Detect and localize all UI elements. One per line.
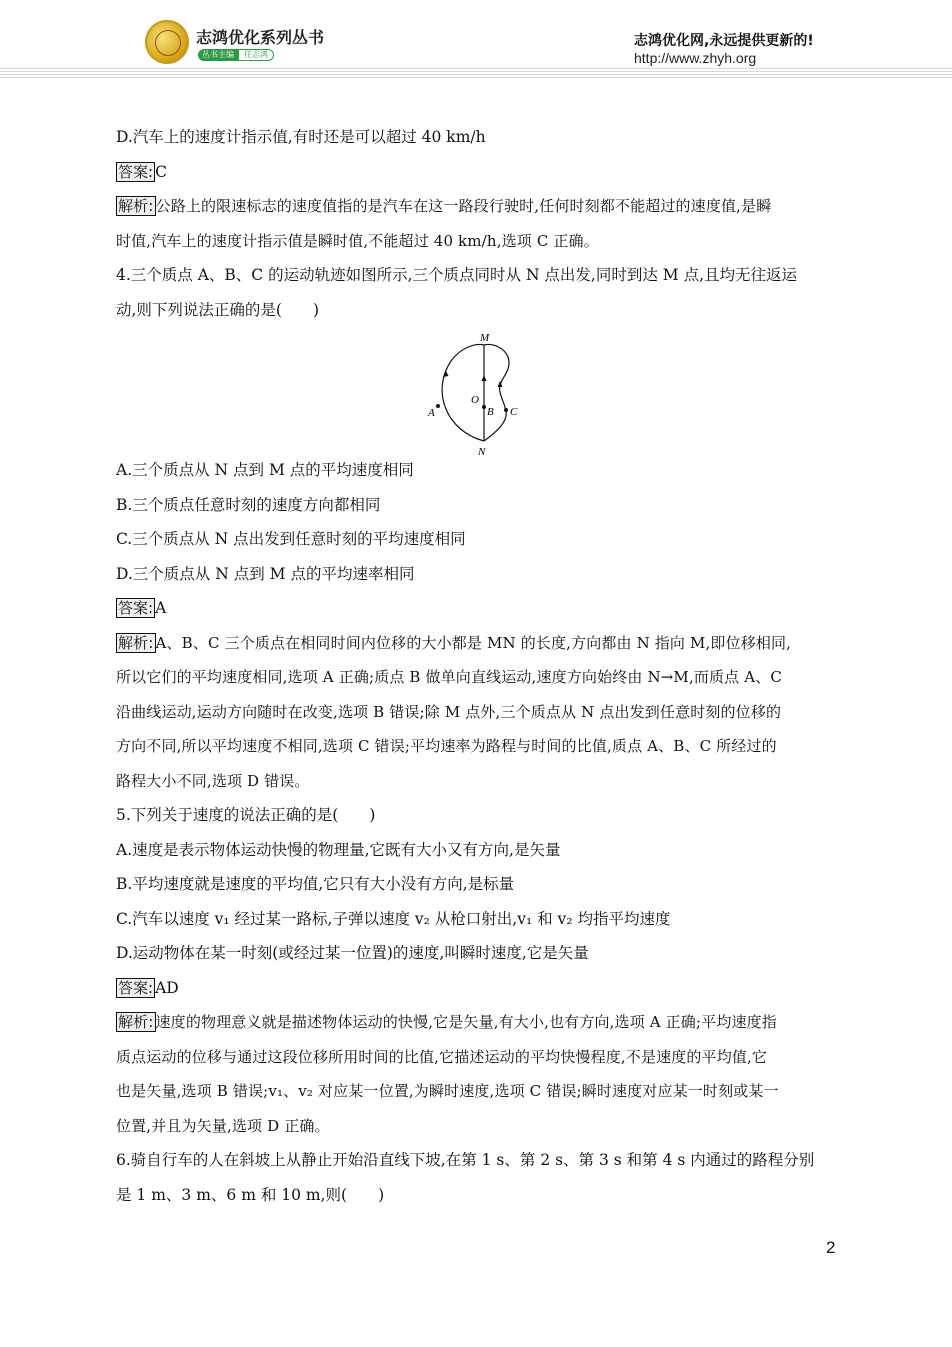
editor-name: 任志鸿 — [238, 49, 274, 61]
q4-option-c: C.三个质点从 N 点出发到任意时刻的平均速度相同 — [116, 530, 466, 548]
analysis-text: A、B、C 三个质点在相同时间内位移的大小都是 MN 的长度,方向都由 N 指向 M,即位移相同, — [155, 633, 792, 652]
analysis-text: 速度的物理意义就是描述物体运动的快慢,它是矢量,有大小,也有方向,选项 A 正确;平均速度指 — [155, 1013, 777, 1031]
label-o: O — [471, 394, 479, 406]
q3-analysis-line: 时值,汽车上的速度计指示值是瞬时值,不能超过 40 km/h,选项 C 正确。 — [116, 231, 599, 250]
q4-analysis-line: 沿曲线运动,运动方向随时在改变,选项 B 错误;除 M 点外,三个质点从 N 点出发到任意时刻的位移的 — [116, 702, 782, 721]
analysis-label: 解析: — [118, 1013, 154, 1031]
q6-stem: 6.骑自行车的人在斜坡上从静止开始沿直线下坡,在第 1 s、第 2 s、第 3 s 和第 4 s 内通过的路程分别 — [116, 1151, 815, 1169]
analysis-text: 公路上的限速标志的速度值指的是汽车在这一路段行驶时,任何时刻都不能超过的速度值,是瞬 — [155, 197, 772, 215]
q3-option-d: D.汽车上的速度计指示值,有时还是可以超过 40 km/h — [116, 128, 486, 146]
page-content — [116, 120, 838, 1212]
q4-option-a: A.三个质点从 N 点到 M 点的平均速度相同 — [116, 461, 414, 479]
q5-option-c: C.汽车以速度 v₁ 经过某一路标,子弹以速度 v₂ 从枪口射出,v₁ 和 v₂ 均指平均速度 — [116, 909, 671, 928]
q4-answer — [116, 591, 838, 626]
q5-option-b: B.平均速度就是速度的平均值,它只有大小没有方向,是标量 — [116, 875, 515, 893]
q4-option-d: D.三个质点从 N 点到 M 点的平均速率相同 — [116, 564, 415, 583]
answer-value: A — [155, 599, 167, 617]
q5-answer — [116, 971, 838, 1006]
label-m: M — [480, 332, 490, 344]
label-b: B — [487, 406, 494, 418]
q5-analysis-line — [116, 1005, 838, 1040]
q4-analysis-line: 路程大小不同,选项 D 错误。 — [116, 771, 310, 790]
q4-analysis-line: 所以它们的平均速度相同,选项 A 正确;质点 B 做单向直线运动,速度方向始终由 N→M,而质点 A、C — [116, 668, 782, 686]
series-title: 志鸿优化系列丛书 — [196, 28, 325, 47]
q3-analysis-line — [116, 189, 838, 224]
publisher-logo — [145, 20, 189, 64]
q4-analysis-line: 方向不同,所以平均速度不相同,选项 C 错误;平均速率为路程与时间的比值,质点 A、B、C 所经过的 — [116, 737, 777, 755]
q4-stem: 动,则下列说法正确的是( ) — [116, 300, 320, 319]
label-c: C — [510, 406, 518, 418]
trajectory-figure — [116, 327, 838, 458]
q5-analysis-line: 质点运动的位移与通过这段位移所用时间的比值,它描述运动的平均快慢程度,不是速度的平均值,它 — [116, 1047, 768, 1066]
answer-label: 答案: — [118, 978, 154, 997]
answer-label: 答案: — [118, 162, 154, 181]
q3-answer — [116, 155, 838, 190]
q4-option-b: B.三个质点任意时刻的速度方向都相同 — [116, 495, 381, 514]
answer-value: AD — [155, 978, 179, 997]
label-a: A — [428, 407, 435, 419]
label-n: N — [478, 446, 486, 458]
q5-analysis-line: 位置,并且为矢量,选项 D 正确。 — [116, 1116, 330, 1135]
q5-option-a: A.速度是表示物体运动快慢的物理量,它既有大小又有方向,是矢量 — [116, 840, 561, 859]
editor-tag — [198, 49, 274, 61]
trajectory-diagram — [426, 331, 526, 458]
q6-stem: 是 1 m、3 m、6 m 和 10 m,则( ) — [116, 1185, 385, 1204]
q4-stem: 4.三个质点 A、B、C 的运动轨迹如图所示,三个质点同时从 N 点出发,同时到达 M 点,且均无往返运 — [116, 266, 798, 284]
q5-stem: 5.下列关于速度的说法正确的是( ) — [116, 806, 376, 824]
answer-label: 答案: — [118, 599, 154, 617]
q5-option-d: D.运动物体在某一时刻(或经过某一位置)的速度,叫瞬时速度,它是矢量 — [116, 944, 589, 962]
q4-analysis-line — [116, 626, 838, 661]
editor-label: 丛书主编 — [198, 49, 238, 61]
q5-analysis-line: 也是矢量,选项 B 错误;v₁、v₂ 对应某一位置,为瞬时速度,选项 C 错误;瞬时速度对应某一时刻或某一 — [116, 1082, 779, 1100]
analysis-label: 解析: — [118, 633, 154, 652]
answer-value: C — [155, 162, 167, 181]
page-number: 2 — [826, 1238, 836, 1257]
header-rule — [0, 68, 952, 80]
page-header — [0, 0, 952, 80]
analysis-label: 解析: — [118, 197, 154, 215]
site-url: http://www.zhyh.org — [634, 50, 757, 66]
site-slogan: 志鸿优化网,永远提供更新的! — [634, 33, 814, 49]
